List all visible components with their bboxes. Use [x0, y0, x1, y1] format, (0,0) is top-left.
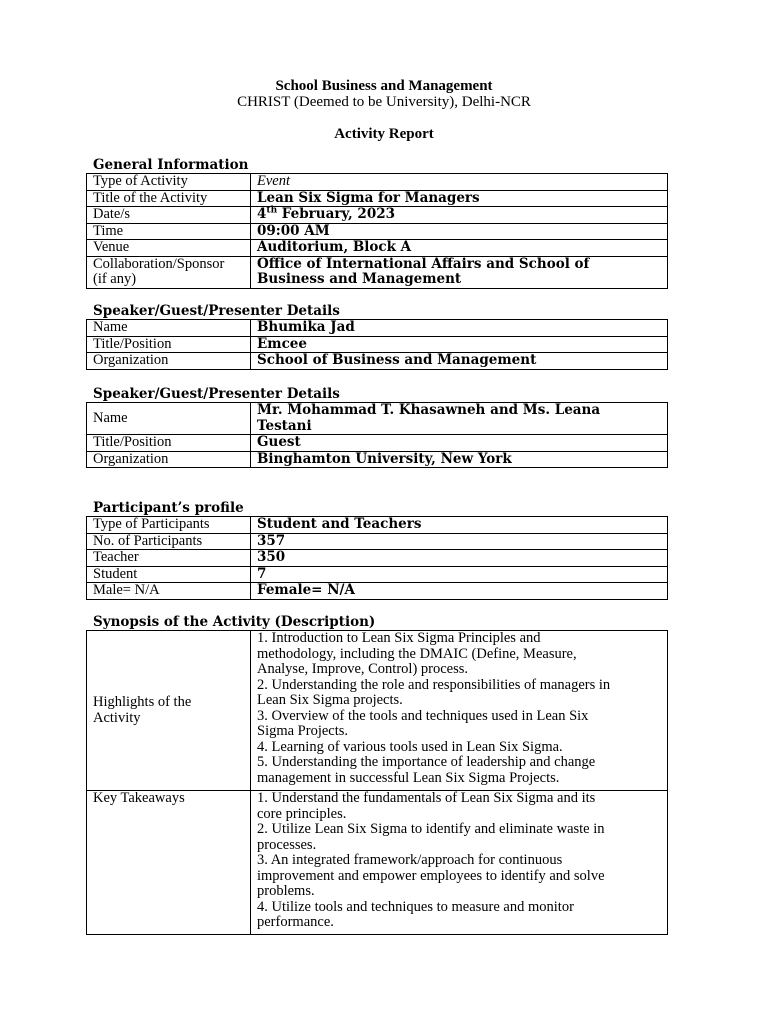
row-label: Type of Activity [87, 174, 251, 191]
takeaway-line: processes. [257, 836, 317, 853]
activity-title-value: Lean Six Sigma for Managers [251, 190, 668, 207]
general-information-heading: General Information [93, 157, 249, 173]
general-information-table [86, 173, 668, 289]
sponsor-value [251, 256, 668, 288]
row-label: Name [87, 320, 251, 337]
row-label: No. of Participants [87, 533, 251, 550]
university-name: CHRIST (Deemed to be University), Delhi-NCR [237, 94, 531, 110]
row-label: Title of the Activity [87, 190, 251, 207]
takeaway-line: core principles. [257, 805, 347, 822]
speaker-details-heading: Speaker/Guest/Presenter Details [93, 303, 340, 319]
highlight-line: management in successful Lean Six Sigma Projects. [257, 769, 560, 786]
female-count-value: Female= N/A [251, 583, 668, 600]
takeaway-line: improvement and empower employees to identify and solve [257, 867, 605, 884]
speaker-details-table [86, 319, 668, 370]
table-row [87, 791, 668, 935]
table-row [87, 550, 668, 567]
highlight-line: methodology, including the DMAIC (Define, Measure, [257, 645, 577, 662]
takeaway-line: problems. [257, 883, 315, 899]
highlight-line: Lean Six Sigma projects. [257, 692, 403, 708]
row-label: Title/Position [87, 336, 251, 353]
takeaway-line: 3. An integrated framework/approach for continuous [257, 852, 563, 868]
row-label: Name [87, 403, 251, 435]
teacher-count-value: 350 [251, 550, 668, 567]
row-label: Organization [87, 353, 251, 370]
highlights-value [251, 631, 668, 791]
table-row [87, 451, 668, 468]
speaker-position-value: Emcee [251, 336, 668, 353]
table-row [87, 240, 668, 257]
row-label: Date/s [87, 207, 251, 224]
guest-details-heading: Speaker/Guest/Presenter Details [93, 386, 340, 402]
value-line: Testani [257, 417, 312, 434]
takeaways-label: Key Takeaways [87, 791, 251, 935]
highlight-line: 1. Introduction to Lean Six Sigma Principles and [257, 630, 541, 646]
takeaway-line: 1. Understand the fundamentals of Lean Six Sigma and its [257, 790, 596, 806]
highlights-label [87, 631, 251, 791]
activity-date-value [251, 207, 668, 224]
value-line: Mr. Mohammad T. Khasawneh and Ms. Leana [257, 402, 601, 418]
row-label: Organization [87, 451, 251, 468]
row-label: Title/Position [87, 435, 251, 452]
row-label [87, 256, 251, 288]
highlight-line: Sigma Projects. [257, 723, 349, 739]
activity-time-value: 09:00 AM [251, 223, 668, 240]
highlight-line: 3. Overview of the tools and techniques used in Lean Six [257, 707, 589, 724]
table-row [87, 353, 668, 370]
takeaway-line: 4. Utilize tools and techniques to measure and monitor [257, 898, 574, 915]
table-row [87, 190, 668, 207]
guest-position-value: Guest [251, 435, 668, 452]
speaker-organization-value: School of Business and Management [251, 353, 668, 370]
highlight-line: 2. Understanding the role and responsibilities of managers in [257, 676, 611, 693]
venue-value: Auditorium, Block A [251, 240, 668, 257]
synopsis-table [86, 630, 668, 935]
label-line: Highlights of the [93, 694, 192, 710]
date-ordinal: th [266, 205, 278, 216]
row-label: Male= N/A [87, 583, 251, 600]
highlight-line: 4. Learning of various tools used in Lean Six Sigma. [257, 738, 563, 755]
table-row [87, 223, 668, 240]
table-row [87, 403, 668, 435]
takeaway-line: performance. [257, 914, 334, 930]
guest-details-table [86, 402, 668, 468]
guest-name-value [251, 403, 668, 435]
participant-type-value: Student and Teachers [251, 517, 668, 534]
takeaways-value [251, 791, 668, 935]
report-title: Activity Report [334, 126, 434, 142]
table-row [87, 256, 668, 288]
guest-organization-value: Binghamton University, New York [251, 451, 668, 468]
table-row [87, 533, 668, 550]
row-label: Type of Participants [87, 517, 251, 534]
row-label: Teacher [87, 550, 251, 567]
value-line: Office of International Affairs and School of [257, 255, 590, 272]
participant-count-value: 357 [251, 533, 668, 550]
date-day: 4 [257, 206, 267, 222]
table-row [87, 320, 668, 337]
table-row [87, 583, 668, 600]
school-name: School Business and Management [275, 78, 493, 94]
table-row [87, 566, 668, 583]
label-line: Collaboration/Sponsor [93, 255, 225, 272]
table-row [87, 336, 668, 353]
table-row [87, 517, 668, 534]
row-label: Venue [87, 240, 251, 257]
activity-type-value: Event [251, 174, 668, 191]
table-row [87, 207, 668, 224]
synopsis-heading: Synopsis of the Activity (Description) [93, 614, 376, 630]
label-line: Activity [93, 709, 141, 726]
student-count-value: 7 [251, 566, 668, 583]
highlight-line: 5. Understanding the importance of leadership and change [257, 754, 596, 770]
speaker-name-value: Bhumika Jad [251, 320, 668, 337]
date-month-year: February, 2023 [277, 206, 395, 222]
participants-profile-table [86, 516, 668, 600]
table-row [87, 435, 668, 452]
participants-profile-heading: Participant’s profile [93, 500, 244, 516]
table-row [87, 631, 668, 791]
value-line: Business and Management [257, 271, 462, 287]
label-line: (if any) [93, 271, 137, 287]
row-label: Time [87, 223, 251, 240]
table-row [87, 174, 668, 191]
takeaway-line: 2. Utilize Lean Six Sigma to identify and eliminate waste in [257, 821, 605, 837]
row-label: Student [87, 566, 251, 583]
highlight-line: Analyse, Improve, Control) process. [257, 661, 469, 677]
